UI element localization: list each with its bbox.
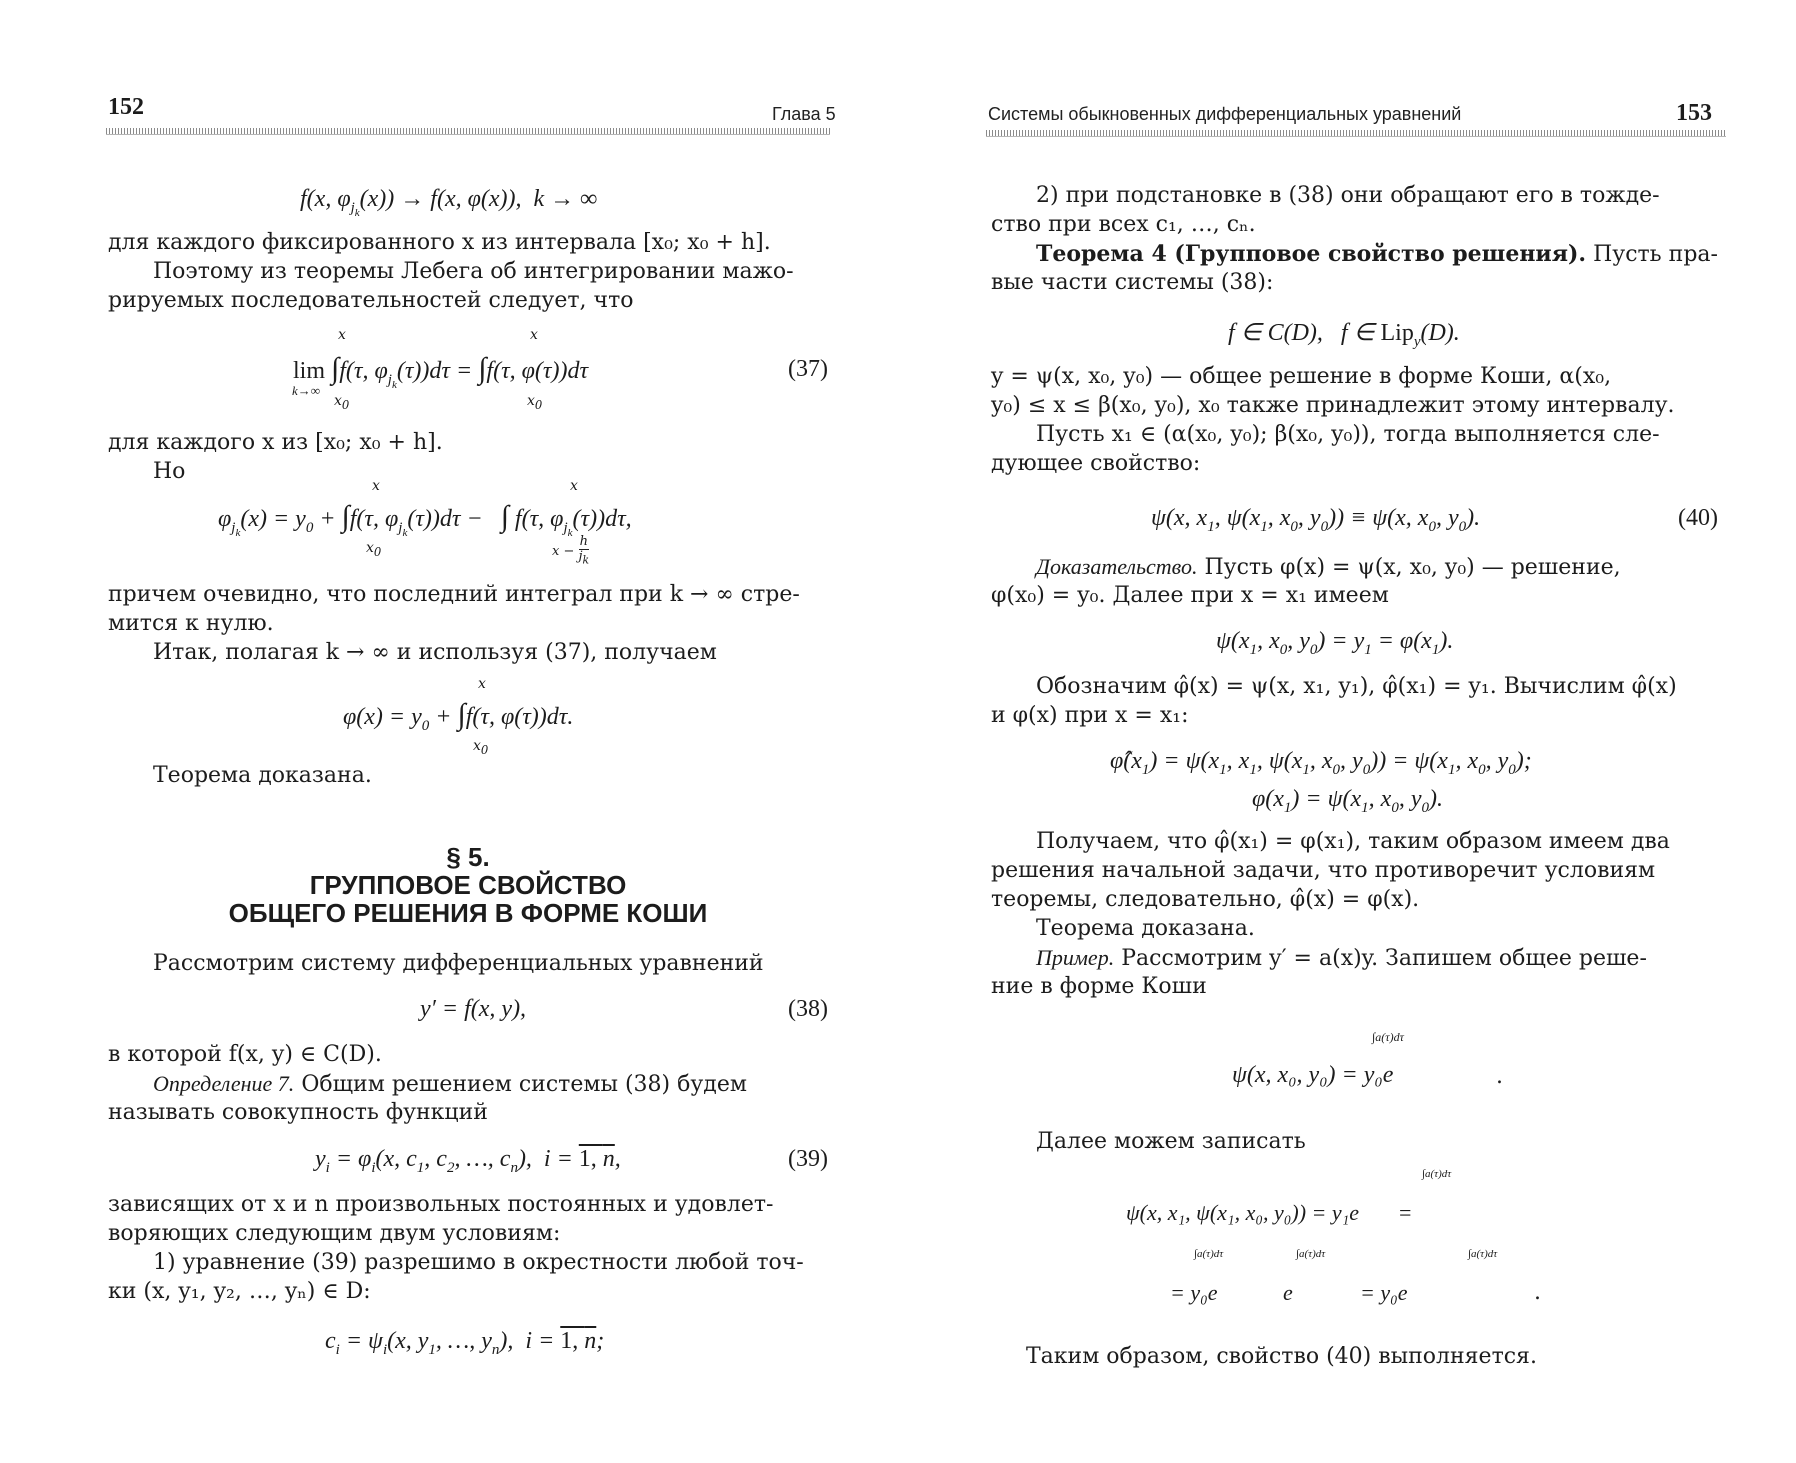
text-line: y = ψ(x, x₀, y₀) — общее решение в форме Коши, α(x₀, [991,364,1612,389]
text-line: рируемых последовательностей следует, что [108,288,634,313]
formula-conditions: f ∈ C(D), f ∈ Lip$_y$(D). [1228,320,1460,350]
example-text: Рассмотрим y′ = a(x)y. Запишем общее реше- [1121,946,1647,971]
text-line: воряющих следующим двум условиям: [108,1221,561,1246]
text-line: Теорема доказана. [153,763,372,788]
text-line [153,1071,747,1097]
formula-group-check-3 [1360,1280,1408,1306]
text-line: y₀) ≤ x ≤ β(x₀, y₀), x₀ также принадлежит этому интервалу. [991,393,1675,418]
text-line: Рассмотрим систему дифференциальных уравнений [153,951,764,976]
text-line: зависящих от x и n произвольных постоянных и удовлет- [108,1192,774,1217]
exponent-integral: ∫a(τ)dτ [1468,1248,1498,1260]
formula-group-check-2 [1170,1280,1218,1306]
equation-number: (40) [1678,505,1718,531]
section-number: § 5. [446,842,490,872]
formula-phi-hat: $\varphî(x_1) = \psi(x_1$, $x_1$, $\psi(x_1$, $x_0$, $y_0)) = \psi(x_1$, $x_0$, $y_0$); [1110,748,1532,778]
integral-upper-limit: x [530,327,538,343]
section-title: ГРУППОВОЕ СВОЙСТВО [309,870,627,900]
text-line: Таким образом, свойство (40) выполняется. [1026,1344,1537,1369]
text-line: Поэтому из теоремы Лебега об интегрировании мажо- [153,259,794,284]
period-mark: . [1534,1280,1541,1305]
theorem-label: Теорема 4 (Групповое свойство решения). [1036,241,1587,267]
exponent-integral: ∫a(τ)dτ [1194,1248,1224,1260]
running-head: Системы обыкновенных дифференциальных уравнений [988,104,1462,124]
formula-psi-x1: $\psi(x_1$, $x_0$, $y_0) = y_1 = \varphi(x_1)$. [1216,628,1454,658]
text-line: Но [153,459,186,484]
group-check-lhs: ψ(x, x₁, ψ(x₁, x₀, y₀)) = y₁e [1126,1200,1360,1225]
group-check-rhs: = y₀e [1170,1280,1218,1305]
running-head: Глава 5 [772,104,836,124]
text-line [1036,945,1647,971]
text-line: φ(x₀) = y₀. Далее при x = x₁ имеем [991,583,1389,608]
text-line: для каждого фиксированного x из интервала [x₀; x₀ + h]. [108,230,771,255]
text-line: Обозначим φ̂(x) = ψ(x, x₁, y₁), φ̂(x₁) = y₁. Вычислим φ̂(x) [1036,674,1677,699]
text-line: ние в форме Коши [991,974,1207,999]
text-line: Далее можем записать [1036,1129,1306,1154]
exponent-integral: ∫a(τ)dτ [1422,1168,1452,1180]
theorem-text: Пусть пра- [1593,242,1718,267]
group-check-rhs-2: = y₀e [1360,1280,1408,1305]
example-label: Пример. [1036,945,1115,970]
integral-lower-limit: $x_0$ [366,540,382,559]
formula-ode: y′ = f(x, y), [420,996,527,1022]
text-line [1036,554,1621,580]
proof-label: Доказательство. [1036,554,1198,579]
definition-text: Общим решением системы (38) будем [301,1072,747,1097]
equation-number: (37) [788,356,828,382]
text-line: теоремы, следовательно, φ̂(x) = φ(x). [991,887,1420,912]
formula-limit-integral: lim ∫f(τ, $\varphi_{j_k}(\tau))d\tau = \int f(\tau$, φ(τ))dτ [293,352,589,391]
period-mark: . [1496,1064,1503,1089]
formula-phi-x1: $\varphi(x_1) = \psi(x_1$, $x_0$, $y_0$). [1252,786,1443,816]
formula-cauchy-solution [1232,1062,1393,1089]
integral-upper-limit: x [372,478,380,494]
text-line: вые части системы (38): [991,270,1274,295]
text-line: для каждого x из [x₀; x₀ + h]. [108,430,443,455]
exponent-base: e [1283,1280,1293,1305]
formula-group-property: ψ(x, $x_1$, $\psi(x_1$, $x_0$, $y_0)) \equiv \psi(x$, $x_0$, $y_0$). [1151,505,1481,535]
text-line: и φ(x) при x = x₁: [991,703,1189,728]
text-line: 2) при подстановке в (38) они обращают его в тожде- [1036,183,1660,208]
exponent-integral: ∫a(τ)dτ [1372,1030,1404,1044]
text-line: в которой f(x, y) ∈ C(D). [108,1042,382,1067]
integral-upper-limit: x [478,676,486,692]
text-line: ки (x, y₁, y₂, …, yₙ) ∈ D: [108,1279,371,1304]
page-number: 153 [1676,100,1712,126]
definition-label: Определение 7. [153,1071,295,1096]
formula-phi-jk: $\varphi_{j_k}(x) = y_0 + \int f(\tau$, $\varphi_{j_k}(\tau))d\tau$ − ∫ f(τ, $\varphi_{j_k}(\tau))d\tau$, [218,500,632,539]
text-line: мится к нулю. [108,611,274,636]
text-line: 1) уравнение (39) разрешимо в окрестности любой точ- [153,1250,804,1275]
cauchy-lhs: ψ(x, x₀, y₀) = y₀e [1232,1062,1394,1088]
limit-subscript: k→∞ [292,383,321,398]
text-line: дующее свойство: [991,451,1201,476]
text-line: Итак, полагая k → ∞ и используя (37), получаем [153,640,717,665]
integral-lower-limit: $x_0$ [527,393,543,412]
integral-lower-limit: x − $\frac{h}{j_k}$ [552,534,590,567]
text-line: Получаем, что φ̂(x₁) = φ(x₁), таким образом имеем два [1036,829,1670,854]
text-line: решения начальной задачи, что противоречит условиям [991,858,1656,883]
text-line: ство при всех c₁, …, cₙ. [991,212,1256,237]
page-number: 152 [108,94,144,120]
text-line: Пусть x₁ ∈ (α(x₀, y₀); β(x₀, y₀)), тогда выполняется сле- [1036,422,1660,447]
text-line [1036,241,1718,267]
equation-number: (38) [788,996,828,1022]
integral-lower-limit: $x_0$ [334,393,350,412]
text-line: называть совокупность функций [108,1100,488,1125]
formula-constants: $c_i = \psi_i(x$, $y_1$, …, $y_n$), i = 1, n; [325,1328,605,1358]
header-rule [986,130,1726,137]
formula-convergence: f(x, $\varphi_{j_k}(x)) \to f(x$, φ(x)), k → ∞ [300,186,598,219]
integral-upper-limit: x [338,327,346,343]
formula-group-check: ψ(x, x₁, ψ(x₁, x₀, y₀)) = y₁e = [1126,1200,1413,1225]
integral-upper-limit: x [570,478,578,494]
exponent-integral: ∫a(τ)dτ [1296,1248,1326,1260]
text-line: Теорема доказана. [1036,916,1255,941]
formula-phi: $\varphi(x) = y_0 + \int f(\tau$, φ(τ))dτ. [343,698,574,734]
proof-text: Пусть φ(x) = ψ(x, x₀, y₀) — решение, [1204,555,1621,580]
text-line: причем очевидно, что последний интеграл при k → ∞ стре- [108,582,800,607]
header-rule [106,128,830,135]
integral-lower-limit: $x_0$ [473,738,489,757]
section-title: ОБЩЕГО РЕШЕНИЯ В ФОРМЕ КОШИ [228,898,708,928]
formula-general-solution: $y_i = \varphi_i(x$, $c_1$, $c_2$, …, $c_n$), i = 1, n, [315,1146,621,1176]
equation-number: (39) [788,1146,828,1172]
